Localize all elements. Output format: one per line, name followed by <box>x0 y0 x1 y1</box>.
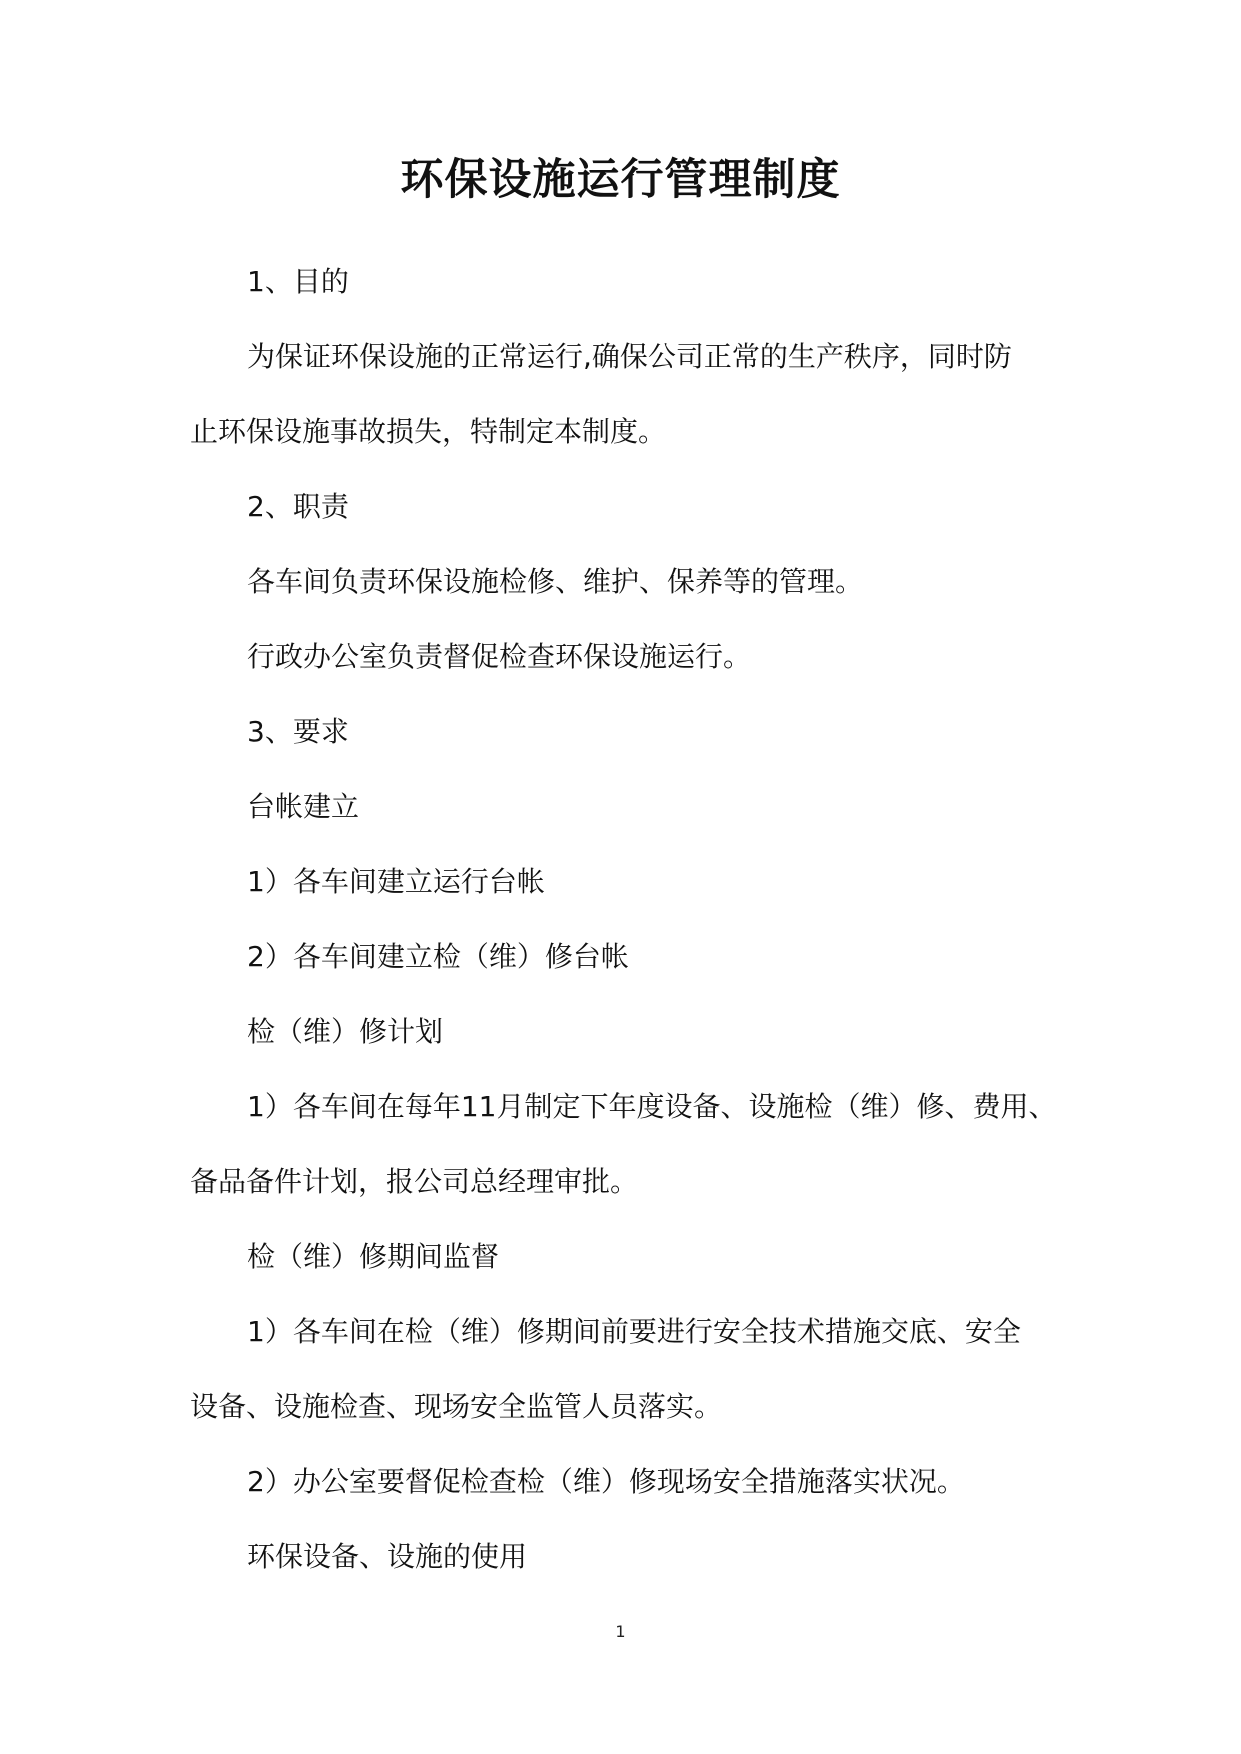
paragraph-line: 设备、设施检查、现场安全监管人员落实。 <box>190 1390 723 1423</box>
list-item: 2）办公室要督促检查检（维）修现场安全措施落实状况。 <box>247 1465 965 1498</box>
subheading-ledger: 台帐建立 <box>247 790 360 823</box>
page-title: 环保设施运行管理制度 <box>400 155 841 205</box>
paragraph-line: 备品备件计划，报公司总经理审批。 <box>190 1165 639 1198</box>
page-number: 1 <box>615 1622 626 1641</box>
list-item: 1）各车间建立运行台帐 <box>247 865 545 898</box>
list-item: 2）各车间建立检（维）修台帐 <box>247 940 629 973</box>
paragraph-line: 各车间负责环保设施检修、维护、保养等的管理。 <box>247 565 864 598</box>
subheading-maintenance-plan: 检（维）修计划 <box>247 1015 444 1048</box>
list-item: 1）各车间在每年11月制定下年度设备、设施检（维）修、费用、 <box>247 1090 1057 1123</box>
subheading-maintenance-supervision: 检（维）修期间监督 <box>247 1240 500 1273</box>
section-heading-requirements: 3、要求 <box>247 715 349 748</box>
paragraph-line: 行政办公室负责督促检查环保设施运行。 <box>247 640 752 673</box>
list-item: 1）各车间在检（维）修期间前要进行安全技术措施交底、安全 <box>247 1315 1021 1348</box>
paragraph-line: 为保证环保设施的正常运行,确保公司正常的生产秩序，同时防 <box>247 340 1012 373</box>
section-heading-purpose: 1、目的 <box>247 265 349 298</box>
subheading-equipment-use: 环保设备、设施的使用 <box>247 1540 528 1573</box>
paragraph-line: 止环保设施事故损失，特制定本制度。 <box>190 415 667 448</box>
section-heading-duties: 2、职责 <box>247 490 349 523</box>
